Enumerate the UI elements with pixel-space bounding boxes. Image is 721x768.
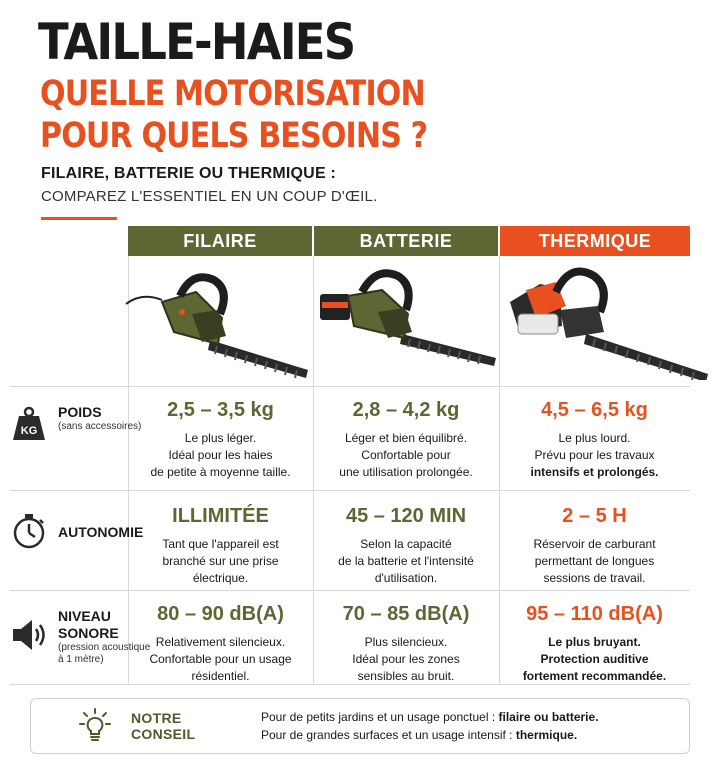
svg-text:KG: KG xyxy=(20,425,38,437)
desc-line: Protection auditive xyxy=(540,652,649,666)
value-weight-filaire: 2,5 – 3,5 kg xyxy=(167,399,274,421)
cell-autonomy-filaire xyxy=(128,504,313,587)
cell-autonomy-thermique xyxy=(499,504,690,587)
cell-noise-filaire xyxy=(128,602,313,685)
advice-text xyxy=(261,708,599,744)
cell-noise-batterie xyxy=(313,602,499,685)
subtitle-line-1: FILAIRE, BATTERIE OU THERMIQUE : xyxy=(41,165,336,182)
desc-line: Plus silencieux. xyxy=(364,635,448,649)
advice-title: NOTRE CONSEIL xyxy=(131,710,196,742)
value-weight-batterie: 2,8 – 4,2 kg xyxy=(352,399,460,421)
desc-line: Confortable pour xyxy=(361,448,451,462)
value-autonomy-thermique: 2 – 5 H xyxy=(562,505,627,527)
desc-line: sessions de travail. xyxy=(543,571,646,585)
column-header-batterie: BATTERIE xyxy=(314,226,498,256)
desc-line: Relativement silencieux. xyxy=(155,635,286,649)
gas-hedge-trimmer-image xyxy=(500,262,710,380)
lightbulb-icon xyxy=(79,708,111,744)
desc-line: résidentiel. xyxy=(191,669,250,683)
column-header-thermique: THERMIQUE xyxy=(500,226,690,256)
row-title-noise-2: SONORE xyxy=(58,625,119,641)
advice-line-2-bold: thermique. xyxy=(515,728,578,742)
desc-line: Le plus lourd. xyxy=(558,431,631,445)
advice-line-1: Pour de petits jardins et un usage ponctuel : xyxy=(261,710,499,724)
row-title-weight: POIDS xyxy=(58,404,102,420)
cell-noise-thermique xyxy=(499,602,690,685)
cell-weight-filaire xyxy=(128,398,313,481)
row-title-autonomy: AUTONOMIE xyxy=(58,524,144,540)
speaker-icon xyxy=(10,616,48,654)
advice-line-1-bold: filaire ou batterie. xyxy=(498,710,599,724)
battery-hedge-trimmer-image xyxy=(310,262,500,380)
desc-line: Tant que l'appareil est xyxy=(162,537,279,551)
desc-line: Le plus léger. xyxy=(184,431,257,445)
kg-weight-icon xyxy=(10,404,48,442)
desc-line: branché sur une prise xyxy=(162,554,279,568)
advice-box xyxy=(30,698,690,754)
desc-line: de petite à moyenne taille. xyxy=(150,465,291,479)
row-subtitle-noise-1: (pression acoustique xyxy=(58,642,151,653)
desc-line: une utilisation prolongée. xyxy=(339,465,473,479)
page-title: TAILLE-HAIES xyxy=(38,13,355,71)
accent-divider xyxy=(41,217,117,220)
value-autonomy-filaire: ILLIMITÉE xyxy=(172,505,269,527)
row-divider xyxy=(10,490,690,491)
desc-line: d'utilisation. xyxy=(374,571,438,585)
value-noise-batterie: 70 – 85 dB(A) xyxy=(342,603,470,625)
cell-weight-batterie xyxy=(313,398,499,481)
corded-hedge-trimmer-image xyxy=(122,262,312,380)
stopwatch-icon xyxy=(10,512,48,550)
desc-line: Réservoir de carburant xyxy=(533,537,656,551)
cell-weight-thermique xyxy=(499,398,690,481)
row-subtitle-weight: (sans accessoires) xyxy=(58,421,142,432)
row-title-noise-1: NIVEAU xyxy=(58,608,111,624)
value-autonomy-batterie: 45 – 120 MIN xyxy=(345,505,467,527)
headline-line-1: QUELLE MOTORISATION xyxy=(40,74,425,114)
column-header-filaire: FILAIRE xyxy=(128,226,312,256)
value-weight-thermique: 4,5 – 6,5 kg xyxy=(541,399,648,421)
row-subtitle-noise-2: à 1 mètre) xyxy=(58,654,104,665)
desc-line: Confortable pour un usage xyxy=(149,652,292,666)
desc-line: fortement recommandée. xyxy=(522,669,667,683)
desc-line: électrique. xyxy=(192,571,249,585)
advice-line-2: Pour de grandes surfaces et un usage intensif : xyxy=(261,728,516,742)
desc-line: intensifs et prolongés. xyxy=(530,465,659,479)
cell-autonomy-batterie xyxy=(313,504,499,587)
desc-line: permettant de longues xyxy=(534,554,655,568)
headline-line-2: POUR QUELS BESOINS ? xyxy=(40,116,428,156)
subtitle-line-2: COMPAREZ L'ESSENTIEL EN UN COUP D'ŒIL. xyxy=(41,188,378,205)
value-noise-filaire: 80 – 90 dB(A) xyxy=(157,603,284,625)
desc-line: Prévu pour les travaux xyxy=(534,448,655,462)
value-noise-thermique: 95 – 110 dB(A) xyxy=(526,603,663,625)
row-divider xyxy=(10,386,690,387)
desc-line: Léger et bien équilibré. xyxy=(344,431,468,445)
row-label-autonomy xyxy=(10,512,143,550)
desc-line: de la batterie et l'intensité xyxy=(338,554,474,568)
desc-line: Idéal pour les zones xyxy=(352,652,460,666)
row-label-weight xyxy=(10,404,141,442)
desc-line: Idéal pour les haies xyxy=(168,448,273,462)
desc-line: sensibles au bruit. xyxy=(357,669,455,683)
desc-line: Selon la capacité xyxy=(360,537,452,551)
desc-line: Le plus bruyant. xyxy=(548,635,641,649)
row-divider xyxy=(10,590,690,591)
